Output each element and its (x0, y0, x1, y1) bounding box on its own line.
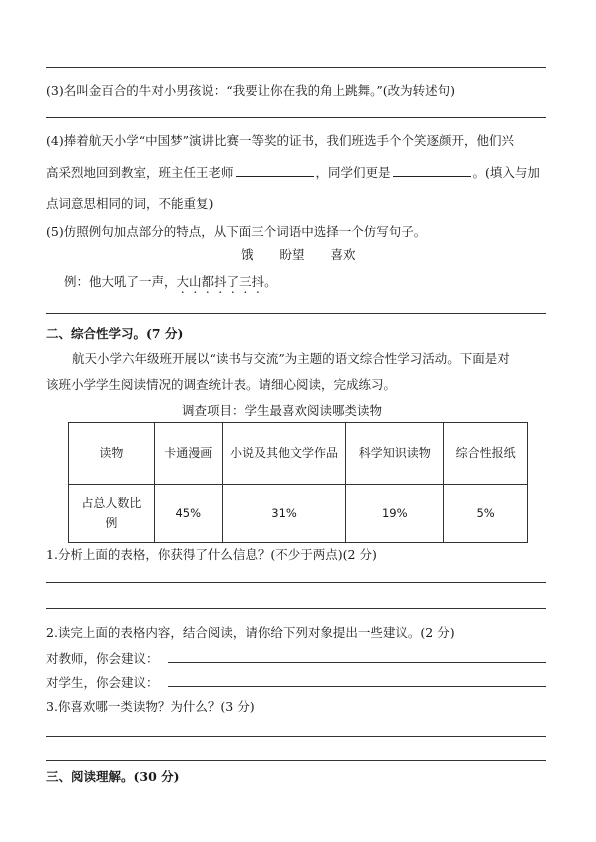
example-sentence (64, 272, 277, 290)
table-row-label: 占总人数比例 (69, 485, 155, 543)
dotted-char: 山 (189, 274, 202, 289)
question-4-text-b: ，同学们更是 (315, 165, 391, 180)
answer-line[interactable] (46, 760, 546, 761)
fill-blank-teacher[interactable] (236, 165, 314, 177)
table-cell: 19% (346, 485, 444, 543)
teacher-suggestion-line[interactable] (168, 662, 546, 663)
question-4-line1: (4)捧着航天小学“中国梦”演讲比赛一等奖的证书，我们班选手个个笑逐颜开，他们兴 (46, 133, 514, 148)
question-3: (3)名叫金百合的牛对小男孩说：“我要让你在我的角上跳舞。”(改为转述句) (46, 83, 455, 98)
student-suggestion-line[interactable] (168, 686, 546, 687)
answer-line[interactable] (46, 582, 546, 583)
section-2-intro-2: 该班小学学生阅读情况的调查统计表。请细心阅读，完成练习。 (46, 377, 397, 392)
question-4-line3: 点词意思相同的词，不能重复) (46, 196, 214, 211)
answer-line[interactable] (46, 608, 546, 609)
word-choices (241, 245, 356, 263)
fill-blank-students[interactable] (393, 165, 471, 177)
example-prefix: 例：他大吼了一声， (64, 274, 177, 289)
section-2-intro-1: 航天小学六年级班开展以“读书与交流”为主题的语文综合性学习活动。下面是对 (72, 351, 510, 366)
answer-line[interactable] (46, 67, 546, 68)
table-header-cell: 读物 (69, 423, 155, 485)
table-header-row (69, 423, 528, 485)
section-2-question-1: 1.分析上面的表格，你获得了什么信息？(不少于两点)(2 分) (46, 547, 377, 562)
table-header-cell: 卡通漫画 (154, 423, 222, 485)
question-4-text-a: 高采烈地回到教室，班主任王老师 (46, 165, 234, 180)
answer-line[interactable] (46, 117, 546, 118)
example-suffix: 。 (264, 274, 277, 289)
student-suggestion-label: 对学生，你会建议： (46, 675, 159, 690)
dotted-char: 抖 (214, 274, 227, 289)
table-cell: 5% (444, 485, 528, 543)
dotted-char: 都 (201, 274, 215, 289)
section-2-heading: 二、综合性学习。(7 分) (46, 326, 184, 341)
section-2-question-3: 3.你喜欢哪一类读物？为什么？(3 分) (46, 699, 255, 714)
section-3-heading: 三、阅读理解。(30 分) (46, 769, 180, 784)
question-5-title: (5)仿照例句加点部分的特点，从下面三个词语中选择一个仿写句子。 (46, 224, 427, 239)
answer-line[interactable] (46, 736, 546, 737)
table-header-cell: 综合性报纸 (444, 423, 528, 485)
table-cell: 45% (154, 485, 222, 543)
dotted-char: 抖 (251, 274, 265, 289)
word-choice: 喜欢 (330, 247, 356, 262)
table-cell: 31% (222, 485, 346, 543)
dotted-char: 大 (176, 274, 190, 289)
table-header-cell: 小说及其他文学作品 (222, 423, 346, 485)
survey-table (68, 422, 528, 543)
answer-line[interactable] (46, 313, 546, 314)
section-2-question-2: 2.读完上面的表格内容，结合阅读，请你给下列对象提出一些建议。(2 分) (46, 625, 455, 640)
table-header-cell: 科学知识读物 (346, 423, 444, 485)
word-choice: 盼望 (279, 247, 305, 262)
word-choice: 饿 (241, 247, 254, 262)
teacher-suggestion-label: 对教师，你会建议： (46, 651, 159, 666)
question-4-text-c: 。(填入与加 (472, 165, 540, 180)
dotted-char: 了 (226, 274, 240, 289)
question-4-line2 (46, 163, 540, 181)
dotted-char: 三 (239, 274, 252, 289)
table-row (69, 485, 528, 543)
table-caption: 调查项目：学生最喜欢阅读哪类读物 (182, 403, 383, 418)
